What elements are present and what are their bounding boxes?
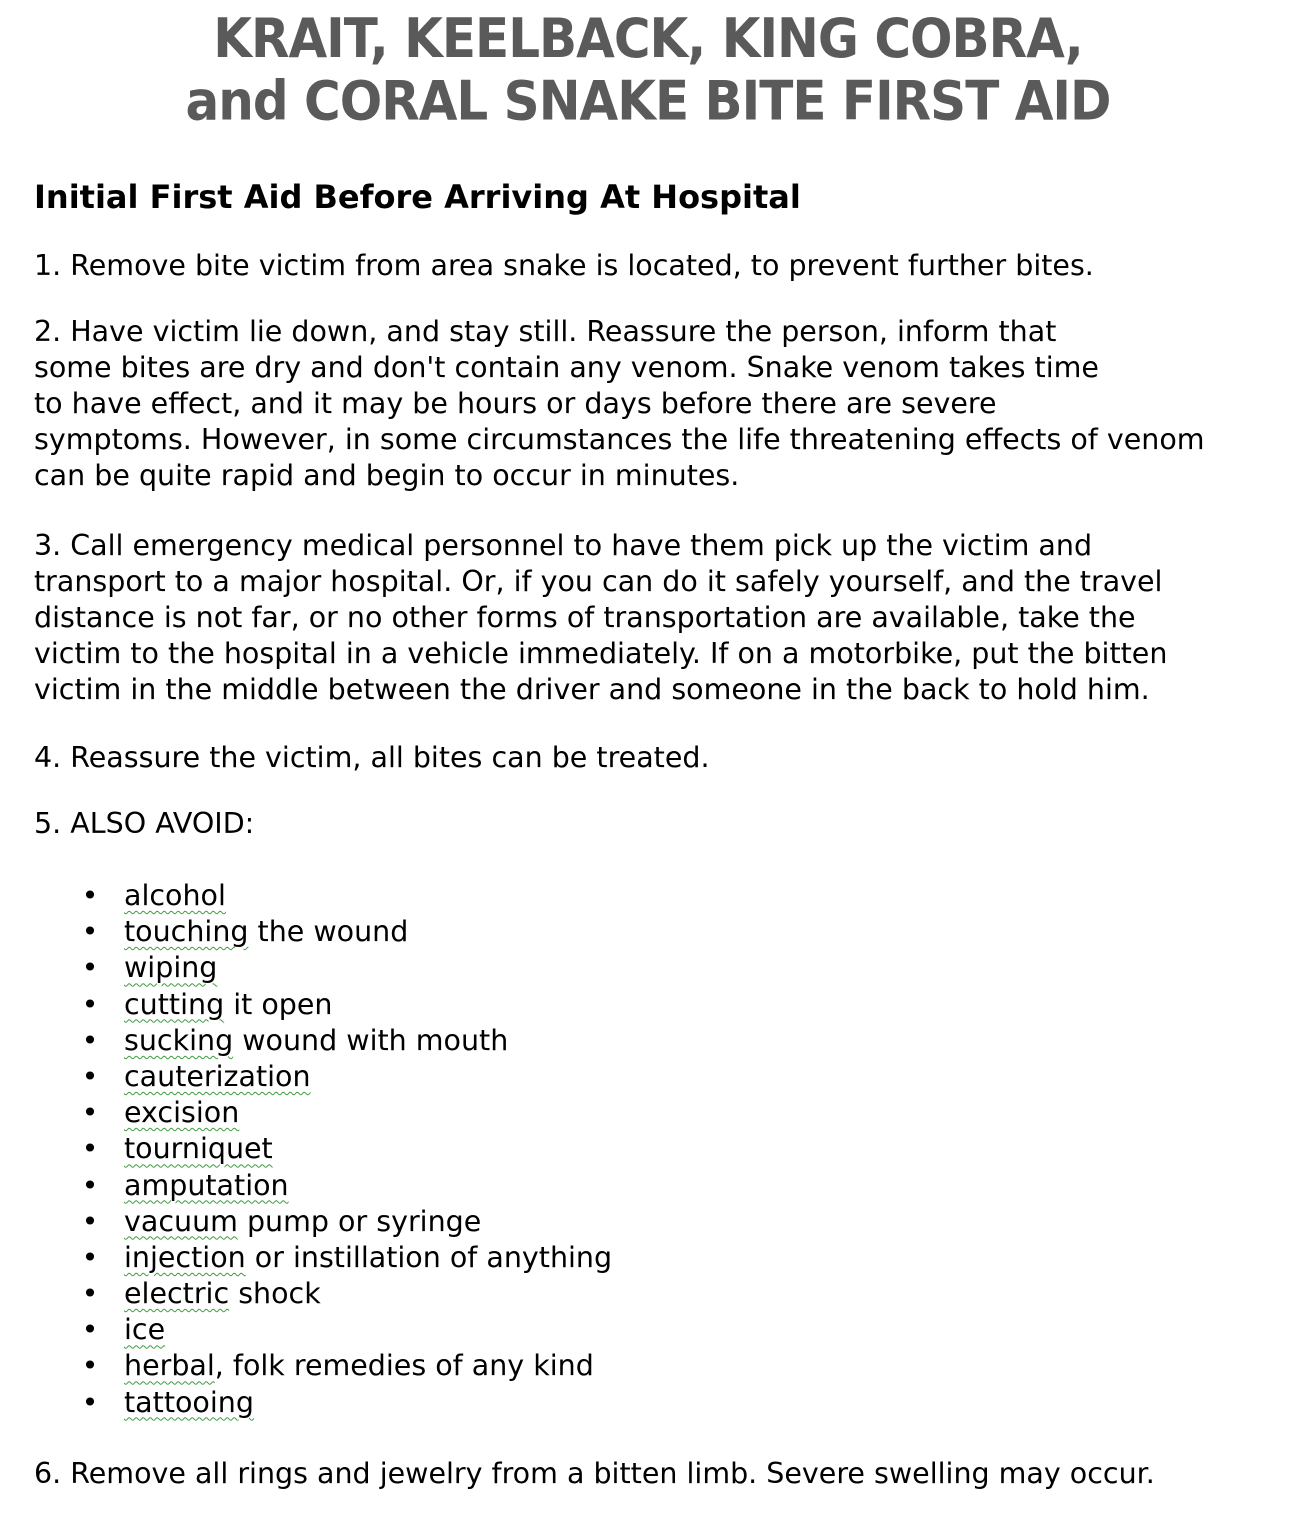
- bullet-icon: •: [81, 987, 99, 1021]
- step-2-line: to have effect, and it may be hours or days before there are severe: [34, 387, 997, 420]
- avoid-item-text: [124, 1312, 165, 1348]
- bullet-icon: •: [81, 879, 99, 912]
- spellcheck-flagged-word: tourniquet: [124, 1132, 273, 1166]
- avoid-item-text: [124, 1240, 612, 1276]
- spellcheck-flagged-word: touching: [124, 915, 249, 949]
- title-line-2: and CORAL SNAKE BITE FIRST AID: [185, 70, 1111, 133]
- step-2-line: can be quite rapid and begin to occur in minutes.: [34, 459, 740, 492]
- avoid-item-rest: wound with mouth: [233, 1023, 509, 1057]
- spellcheck-flagged-word: vacuum: [124, 1204, 238, 1238]
- spellcheck-flagged-word: amputation: [124, 1168, 289, 1202]
- bullet-icon: •: [81, 1096, 99, 1130]
- step-4: [34, 740, 1284, 776]
- step-3-line: 3. Call emergency medical personnel to have them pick up the victim and: [34, 529, 1093, 562]
- step-2-line: symptoms. However, in some circumstances the life threatening effects of venom: [34, 423, 1205, 456]
- avoid-item-text: [124, 987, 333, 1023]
- spellcheck-flagged-word: wiping: [124, 951, 218, 985]
- step-2: [34, 314, 1284, 494]
- spellcheck-flagged-word: ice: [124, 1313, 166, 1347]
- avoid-item-text: [124, 1204, 481, 1240]
- avoid-item-text: [124, 1023, 508, 1059]
- step-6-line: 6. Remove all rings and jewelry from a bitten limb. Severe swelling may occur.: [34, 1457, 1155, 1490]
- spellcheck-flagged-word: tattooing: [124, 1385, 254, 1419]
- step-2-line: some bites are dry and don't contain any venom. Snake venom takes time: [34, 351, 1099, 384]
- avoid-item-text: [124, 1059, 311, 1095]
- title-line-1: KRAIT, KEELBACK, KING COBRA,: [213, 7, 1083, 70]
- step-1: [34, 248, 1284, 284]
- step-6: [34, 1456, 1284, 1492]
- document-title: [0, 7, 1296, 132]
- step-2-line: 2. Have victim lie down, and stay still. Reassure the person, inform that: [34, 315, 1057, 348]
- avoid-item-text: [124, 1385, 254, 1421]
- bullet-icon: •: [81, 1349, 99, 1383]
- avoid-item-text: [124, 1131, 273, 1167]
- avoid-item-text: [124, 950, 217, 986]
- avoid-item-text: [124, 1348, 594, 1384]
- avoid-item-rest: , folk remedies of any kind: [214, 1349, 594, 1383]
- spellcheck-flagged-word: cutting: [124, 987, 225, 1021]
- bullet-icon: •: [81, 1277, 99, 1311]
- avoid-item-rest: pump or syringe: [237, 1204, 482, 1238]
- step-1-line: 1. Remove bite victim from area snake is located, to prevent further bites.: [34, 249, 1094, 282]
- step-5: [34, 806, 1284, 842]
- step-3-line: transport to a major hospital. Or, if you can do it safely yourself, and the travel: [34, 565, 1163, 598]
- avoid-item-rest: the wound: [248, 915, 409, 949]
- avoid-item-text: [124, 914, 408, 950]
- step-3-line: victim to the hospital in a vehicle immediately. If on a motorbike, put the bitten: [34, 637, 1168, 670]
- step-3-line: victim in the middle between the driver and someone in the back to hold him.: [34, 673, 1150, 706]
- spellcheck-flagged-word: sucking: [124, 1023, 234, 1057]
- avoid-item-rest: shock: [229, 1277, 321, 1311]
- bullet-icon: •: [81, 1204, 99, 1238]
- spellcheck-flagged-word: electric: [124, 1277, 230, 1311]
- bullet-icon: •: [81, 1168, 99, 1202]
- bullet-icon: •: [81, 1240, 99, 1274]
- spellcheck-flagged-word: injection: [124, 1240, 246, 1274]
- bullet-icon: •: [81, 1059, 99, 1093]
- avoid-item-text: [124, 878, 226, 914]
- spellcheck-flagged-word: cauterization: [124, 1059, 311, 1093]
- bullet-icon: •: [81, 915, 99, 949]
- bullet-icon: •: [81, 1132, 99, 1166]
- spellcheck-flagged-word: alcohol: [124, 879, 226, 912]
- avoid-item-text: [124, 1168, 289, 1204]
- bullet-icon: •: [81, 1023, 99, 1057]
- step-5-line: 5. ALSO AVOID:: [34, 807, 255, 840]
- bullet-icon: •: [81, 1313, 99, 1347]
- bullet-icon: •: [81, 951, 99, 985]
- section-heading: Initial First Aid Before Arriving At Hospital: [34, 178, 801, 216]
- step-4-line: 4. Reassure the victim, all bites can be treated.: [34, 741, 710, 774]
- avoid-item-rest: it open: [224, 987, 333, 1021]
- spellcheck-flagged-word: herbal: [124, 1349, 215, 1383]
- step-3-line: distance is not far, or no other forms of transportation are available, take the: [34, 601, 1136, 634]
- bullet-icon: •: [81, 1385, 99, 1419]
- step-3: [34, 528, 1284, 708]
- avoid-item-text: [124, 1095, 239, 1131]
- spellcheck-flagged-word: excision: [124, 1096, 240, 1130]
- avoid-item-rest: or instillation of anything: [245, 1240, 613, 1274]
- avoid-item-text: [124, 1276, 321, 1312]
